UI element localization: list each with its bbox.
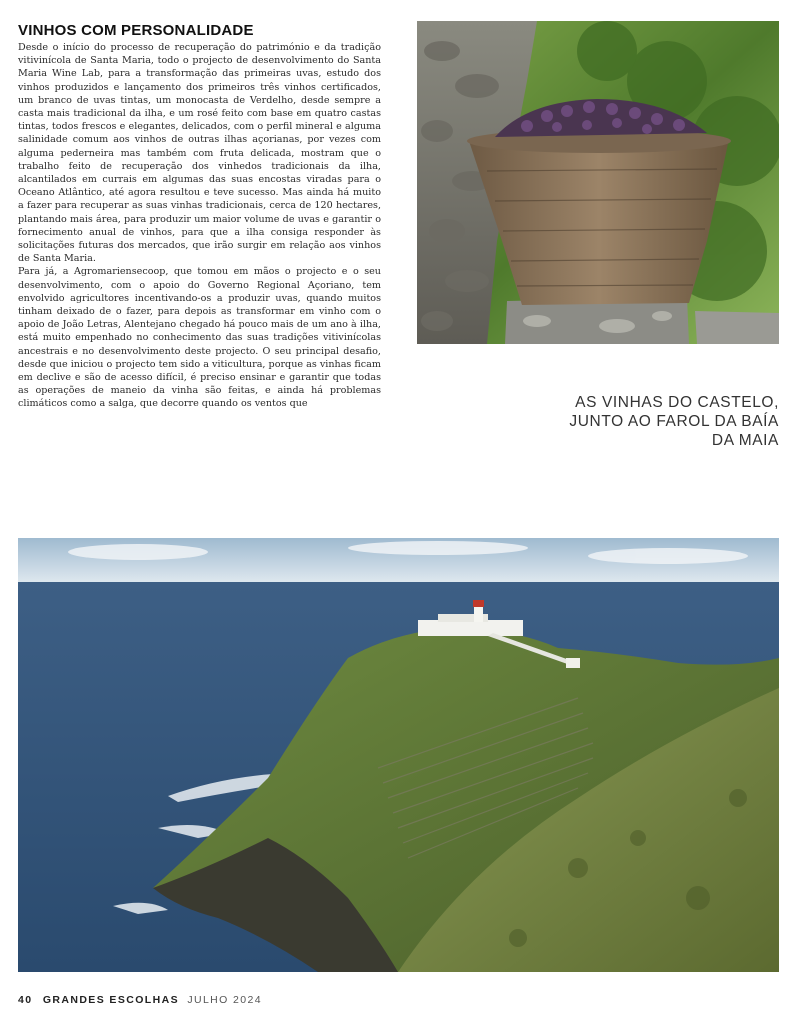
section-heading: VINHOS COM PERSONALIDADE bbox=[18, 22, 254, 39]
grape-basket-photo bbox=[417, 21, 779, 344]
article-paragraph: Desde o início do processo de recuperação do património e da tradição vitivinícola de Santa Maria, todo o projecto de desenvolvimento do Santa Maria Wine Lab, para a transformação das primeiras uvas, estudo dos vinhos produzidos e lançamento dos primeiros três vinhos certificados, um branco de uvas tintas, um monocasta de Verdelho, desde sempre a casta mais tradicional da ilha, e um rosé feito com base em quatro castas tintas, todos frescos e elegantes, delicados, com o perfil mineral e alguma salinidade comum aos vinhos de outras ilhas açorianas, por vezes com alguma pederneira mas também com fruta delicada, mostram que o trabalho feito de recuperação dos vinhedos tradicionais da ilha, alcantilados em currais em algumas das suas encostas viradas para o Oceano Atlântico, até agora resultou e teve sucesso. Mas ainda há muito a fazer para recuperar as suas vinhas tradicionais, cerca de 120 hectares, plantando mais área, para produzir um maior volume de uvas e garantir o fornecimento anual de vinhos, para que a ilha consiga responder às solicitações futuras dos mercados, que irão surgir em relação aos vinhos de Santa Maria. bbox=[18, 42, 381, 265]
article-paragraph: Para já, a Agromariensecoop, que tomou em mãos o projecto e o seu desenvolvimento, com o apoio do Governo Regional Açoriano, tem envolvido agricultores incentivando-os a produzir uvas, quando muitos tinham deixado de o fazer, para depois as transformar em vinho com o apoio de João Letras, Alentejano chegado há pouco mais de um ano à ilha, está muito empenhado no conhecimento das suas tradições vitivinícolas ancestrais e no desenvolvimento deste projecto. O seu principal desafio, desde que iniciou o projecto tem sido a viticultura, porque as vinhas ficam em declive e são de acesso difícil, é preciso ensinar e garantir que todas as operações de maneio da vinha são feitas, e ainda há problemas climáticos como a salga, que decorre quando os ventos que bbox=[18, 266, 381, 410]
page-footer bbox=[18, 994, 262, 1006]
magazine-name: GRANDES ESCOLHAS bbox=[42, 994, 179, 1006]
issue-date: JULHO 2024 bbox=[187, 994, 263, 1006]
lighthouse-coast-photo bbox=[18, 538, 779, 972]
page-number: 40 bbox=[18, 994, 33, 1006]
photo-caption: AS VINHAS DO CASTELO, JUNTO AO FAROL DA BAÍA DA MAIA bbox=[569, 394, 779, 449]
article-body bbox=[18, 41, 381, 493]
